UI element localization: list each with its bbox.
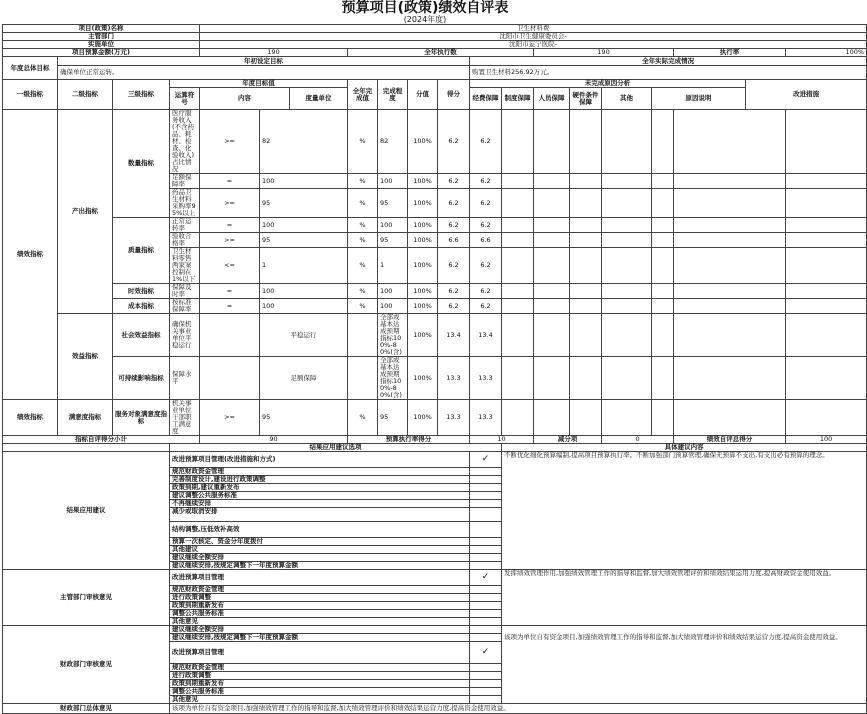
timeliness-label: 时效指标 xyxy=(113,284,170,299)
row10-op: >= xyxy=(200,400,260,436)
row0-actual: 82 xyxy=(378,110,408,174)
th-annual-target: 年度目标值 xyxy=(170,80,348,88)
row1-op: = xyxy=(200,174,260,189)
th-level3: 三级指标 xyxy=(113,80,170,110)
result-opt-3[interactable]: 政策到期,建议重新发布 xyxy=(170,484,470,492)
result-opt-2[interactable]: 完善制度设计,建设进行政策调整 xyxy=(170,476,470,484)
row4-op: >= xyxy=(200,233,260,248)
row2-score: 6.2 xyxy=(438,189,470,218)
finance-content: 该项为单位自有资金项目,加强绩效管理工作的指导和监督,加大绩效管理评价和绩效结果运营力度,提高资金使用效益。 xyxy=(502,626,867,704)
row0-content: 82 xyxy=(260,110,348,174)
deduct-value: 0 xyxy=(602,436,674,444)
row8-actual: 全部或基本达成预期指标100%-80%(含) xyxy=(378,314,408,357)
result-check-box[interactable] xyxy=(470,508,502,522)
sugg-header-content: 具体建议内容 xyxy=(502,444,867,452)
row10-unit: % xyxy=(348,400,378,436)
th-operator: 运算符号 xyxy=(170,88,200,110)
finance-pre-1[interactable]: 建议继续安排,按规定调整下一年度预算金额 xyxy=(170,634,470,642)
row3-content: 100 xyxy=(260,218,348,233)
finance-opt-4[interactable]: 调整公共服务标准 xyxy=(170,688,470,696)
result-opt-1[interactable]: 规范财政资金管理 xyxy=(170,468,470,476)
dept-opt-2[interactable]: 进行政策调整 xyxy=(170,594,470,602)
result-opt-10[interactable]: 建议继续全额安排 xyxy=(170,554,470,562)
row1-content: 100 xyxy=(260,174,348,189)
unit-label: 实施单位 xyxy=(3,41,200,49)
result-opt-11[interactable]: 建议继续安排,按规定调整下一年度预算金额 xyxy=(170,562,470,570)
result-check-box[interactable] xyxy=(470,562,502,570)
row5-op: <= xyxy=(200,248,260,284)
th-level2: 二级指标 xyxy=(58,80,113,110)
row0-op: >= xyxy=(200,110,260,174)
exec-score-label: 预算执行率得分 xyxy=(348,436,470,444)
row2-degree: 100% xyxy=(408,189,438,218)
th-unit: 度量单位 xyxy=(290,88,348,110)
row4-score: 6.6 xyxy=(438,233,470,248)
row7-content: 100 xyxy=(260,299,348,314)
page-title: 预算项目(政策)绩效自评表 xyxy=(341,0,509,16)
row8-name: 确保机关事业单位平稳运行 xyxy=(170,314,200,357)
quantity-label: 数量指标 xyxy=(113,110,170,218)
sugg-header-options: 结果应用建议选项 xyxy=(170,444,502,452)
table-row xyxy=(3,110,867,174)
satisfaction-label: 服务对象满意度指标 xyxy=(113,400,170,436)
row7-got: 6.2 xyxy=(470,299,502,314)
budget-value: 190 xyxy=(200,49,348,57)
row3-name: 正常运转率 xyxy=(170,218,200,233)
row0-degree: 100% xyxy=(408,110,438,174)
th-r2: 制度保障 xyxy=(502,88,534,110)
finance-pre-0[interactable]: 建议继续全额安排 xyxy=(170,626,470,634)
total-label: 绩效自评总得分 xyxy=(674,436,786,444)
page-subtitle-year: (2024年度) xyxy=(403,15,447,24)
row3-degree: 100% xyxy=(408,218,438,233)
result-opt-5[interactable]: 不再继续安排 xyxy=(170,500,470,508)
table-row xyxy=(3,314,867,357)
table-row xyxy=(3,400,867,436)
row5-degree: 100% xyxy=(408,248,438,284)
row10-got: 13.3 xyxy=(470,400,502,436)
row3-actual: 100 xyxy=(378,218,408,233)
dept-value: 沈阳市卫生健康委员会- xyxy=(200,33,867,41)
row8-score: 13.4 xyxy=(438,314,470,357)
th-score: 分值 xyxy=(408,80,438,110)
subtotal-value: 90 xyxy=(200,436,348,444)
row5-got: 6.2 xyxy=(470,248,502,284)
level1-perf: 绩效指标 xyxy=(3,110,58,400)
row7-op: = xyxy=(200,299,260,314)
result-content: 不断优化细化预算编制,提高项目预算执行率。不断加强部门预算管理,确保无预算不支出,有支出必有预算的理念。 xyxy=(502,452,867,570)
overall-content: 该项为单位自有资金项目,加强绩效管理工作的指导和监督,加大绩效管理评价和绩效结果运营力度,提高资金使用效益。 xyxy=(170,704,867,714)
totals-row xyxy=(3,436,867,444)
project-name-value: 卫生材料费 xyxy=(200,25,867,33)
row2-actual: 95 xyxy=(378,189,408,218)
finance-review-label: 财政部门审核意见 xyxy=(3,626,170,704)
row9-actual: 全部或基本达成预期指标100%-80%(含) xyxy=(378,357,408,400)
row8-unit xyxy=(348,314,378,357)
row9-score: 13.3 xyxy=(438,357,470,400)
row2-unit: % xyxy=(348,189,378,218)
row5-content: 1 xyxy=(260,248,348,284)
row1-name: 足额保障率 xyxy=(170,174,200,189)
th-r6: 原因说明 xyxy=(652,88,746,110)
row10-score: 13.3 xyxy=(438,400,470,436)
finance-opt-5[interactable]: 其他意见 xyxy=(170,696,470,704)
rate-label: 执行率 xyxy=(674,49,786,57)
row10-name: 机关事业单位干部职工满意度 xyxy=(170,400,200,436)
row6-actual: 100 xyxy=(378,284,408,299)
row9-content: 足额保障 xyxy=(260,357,348,400)
sugg-header-blank xyxy=(3,444,170,452)
finance-check-box[interactable] xyxy=(470,688,502,696)
dept-opt-5[interactable]: 其他意见 xyxy=(170,618,470,626)
row7-unit: % xyxy=(348,299,378,314)
project-name-label: 项目(政策)名称 xyxy=(3,25,200,33)
row9-degree: 100% xyxy=(408,357,438,400)
finance-opt-2[interactable]: 进行政策调整 xyxy=(170,672,470,680)
row8-degree: 100% xyxy=(408,314,438,357)
exec-value: 190 xyxy=(534,49,674,57)
th-measures: 改进措施 xyxy=(746,80,867,110)
unit-value: 沈阳市妄宁医院- xyxy=(200,41,867,49)
satisfaction-group-label: 满意度指标 xyxy=(58,400,113,436)
row2-op: >= xyxy=(200,189,260,218)
dept-opt-4[interactable]: 调整公共服务标准 xyxy=(170,610,470,618)
result-check-box[interactable] xyxy=(470,476,502,484)
row6-name: 保障及时率 xyxy=(170,284,200,299)
row6-unit: % xyxy=(348,284,378,299)
dept-check-box[interactable] xyxy=(470,594,502,602)
result-check-box[interactable] xyxy=(470,554,502,562)
row10-actual: 95 xyxy=(378,400,408,436)
benefit-label: 效益指标 xyxy=(58,314,113,400)
th-got: 得分 xyxy=(438,80,470,110)
result-check-box[interactable] xyxy=(470,546,502,554)
row1-degree: 100% xyxy=(408,174,438,189)
row3-unit: % xyxy=(348,218,378,233)
result-check-icon[interactable]: ✓ xyxy=(470,452,502,468)
row4-degree: 100% xyxy=(408,233,438,248)
plan-header: 年初设定目标 xyxy=(58,57,470,66)
result-opt-6[interactable]: 减少或取消安排 xyxy=(170,508,470,522)
th-level1: 一级指标 xyxy=(3,80,58,110)
result-check-box[interactable] xyxy=(470,492,502,500)
row2-content: 95 xyxy=(260,189,348,218)
row4-name: 验收合格率 xyxy=(170,233,200,248)
table-row xyxy=(3,218,867,233)
row2-name: 药品卫生材料采购率95%以上 xyxy=(170,189,200,218)
row0-got: 6.2 xyxy=(470,110,502,174)
row1-score: 6.2 xyxy=(438,174,470,189)
dept-check-icon[interactable]: ✓ xyxy=(470,570,502,586)
result-opt-4[interactable]: 建议调整公共服务标准 xyxy=(170,492,470,500)
exec-label: 全年执行数 xyxy=(348,49,534,57)
row4-unit: % xyxy=(348,233,378,248)
subtotal-label: 指标自评得分小计 xyxy=(3,436,200,444)
goal-label-text: 年度总体目标 xyxy=(10,63,50,72)
dept-opt-1[interactable]: 规范财政资金管理 xyxy=(170,586,470,594)
finance-check-box[interactable] xyxy=(470,626,502,634)
row6-got: 6.2 xyxy=(470,284,502,299)
deduct-label: 减分项 xyxy=(534,436,602,444)
row0-unit: % xyxy=(348,110,378,174)
table-row xyxy=(3,357,867,400)
goal-label xyxy=(3,57,58,80)
dept-opt-3[interactable]: 政策到期重新发布 xyxy=(170,602,470,610)
evaluation-table xyxy=(2,24,867,714)
result-opt-9[interactable]: 其他建议 xyxy=(170,546,470,554)
row4-content: 95 xyxy=(260,233,348,248)
th-r5: 其他 xyxy=(602,88,652,110)
cost-label: 成本指标 xyxy=(113,299,170,314)
dept-label: 主管部门 xyxy=(3,33,200,41)
th-r1: 经费保障 xyxy=(470,88,502,110)
row6-content: 100 xyxy=(260,284,348,299)
rate-value: 100% xyxy=(786,49,867,57)
th-r4: 硬件条件保障 xyxy=(570,88,602,110)
social-label: 社会效益指标 xyxy=(113,314,170,357)
row5-score: 6.2 xyxy=(438,248,470,284)
row7-name: 按标准保障率 xyxy=(170,299,200,314)
finance-check-box[interactable] xyxy=(470,634,502,642)
row8-got: 13.4 xyxy=(470,314,502,357)
finance-check-box[interactable] xyxy=(470,672,502,680)
result-check-box[interactable] xyxy=(470,468,502,476)
row10-degree: 100% xyxy=(408,400,438,436)
row3-score: 6.2 xyxy=(438,218,470,233)
row7-degree: 100% xyxy=(408,299,438,314)
budget-label: 项目预算金额(万元) xyxy=(3,49,200,57)
row8-content: 平稳运行 xyxy=(260,314,348,357)
finance-check-box[interactable] xyxy=(470,680,502,688)
result-label: 结果应用建议 xyxy=(3,452,170,570)
row0-name: 医疗服务收入(不含药品、耗材、检查、化验收入)占比情况 xyxy=(170,110,200,174)
result-opt-7[interactable]: 结构调整,压低效补高效 xyxy=(170,522,470,538)
row3-op: = xyxy=(200,218,260,233)
row3-got: 6.2 xyxy=(470,218,502,233)
row5-unit: % xyxy=(348,248,378,284)
total-value: 100 xyxy=(786,436,867,444)
exec-score-value: 10 xyxy=(470,436,534,444)
result-opt-8[interactable]: 预算一次核定、资金分年度拨付 xyxy=(170,538,470,546)
finance-opt-0[interactable]: 改进预算项目管理 xyxy=(170,642,470,664)
row9-name: 保障水平 xyxy=(170,357,200,400)
row1-unit: % xyxy=(348,174,378,189)
result-opt-0[interactable]: 改进预算项目管理(改进措施和方式) xyxy=(170,452,470,468)
finance-opt-3[interactable]: 政策到期重新发布 xyxy=(170,680,470,688)
row4-actual: 95 xyxy=(378,233,408,248)
dept-opt-0[interactable]: 改进预算项目管理 xyxy=(170,570,470,586)
sustain-label: 可持续影响指标 xyxy=(113,357,170,400)
row2-got: 6.2 xyxy=(470,189,502,218)
result-check-box[interactable] xyxy=(470,538,502,546)
dept-check-box[interactable] xyxy=(470,618,502,626)
row9-unit xyxy=(348,357,378,400)
actual-header: 全年实际完成情况 xyxy=(470,57,867,66)
row7-score: 6.2 xyxy=(438,299,470,314)
row7-actual: 100 xyxy=(378,299,408,314)
row10-content: 95 xyxy=(260,400,348,436)
row9-got: 13.3 xyxy=(470,357,502,400)
row0-score: 6.2 xyxy=(438,110,470,174)
row4-got: 6.6 xyxy=(470,233,502,248)
result-check-box[interactable] xyxy=(470,500,502,508)
th-degree: 完成程度 xyxy=(378,80,408,110)
dept-content: 发挥绩效管理作用,加强绩效管理工作的指导和监督,加大绩效管理评价和绩效结果运用力度,提高财政资金使用效益。 xyxy=(502,570,867,626)
finance-check-icon[interactable]: ✓ xyxy=(470,642,502,664)
row6-degree: 100% xyxy=(408,284,438,299)
table-row xyxy=(3,284,867,299)
dept-check-box[interactable] xyxy=(470,610,502,618)
th-content: 内容 xyxy=(200,88,290,110)
row8-op xyxy=(200,314,260,357)
dept-review-label: 主管部门审核意见 xyxy=(3,570,170,626)
finance-check-box[interactable] xyxy=(470,664,502,672)
row1-got: 6.2 xyxy=(470,174,502,189)
output-label: 产出指标 xyxy=(58,110,113,314)
row9-op xyxy=(200,357,260,400)
th-r3: 人员保障 xyxy=(534,88,570,110)
row5-name: 卫生材料零售两家案控制在1%以下 xyxy=(170,248,200,284)
plan-text: 确保单位正常运转。 xyxy=(58,66,470,80)
result-check-box[interactable] xyxy=(470,484,502,492)
th-reason-group: 未完成原因分析 xyxy=(470,80,746,88)
table-row xyxy=(3,299,867,314)
dept-check-box[interactable] xyxy=(470,586,502,594)
row6-score: 6.2 xyxy=(438,284,470,299)
finance-check-box[interactable] xyxy=(470,696,502,704)
finance-opt-1[interactable]: 规范财政资金管理 xyxy=(170,664,470,672)
dept-check-box[interactable] xyxy=(470,602,502,610)
actual-text: 购置卫生材料256.92万元。 xyxy=(470,66,867,80)
overall-label: 财政部门总体意见 xyxy=(3,704,170,714)
row1-actual: 100 xyxy=(378,174,408,189)
row6-op: = xyxy=(200,284,260,299)
level1-perf-2: 绩效指标 xyxy=(3,400,58,436)
result-check-box[interactable] xyxy=(470,522,502,538)
quality-label: 质量指标 xyxy=(113,218,170,284)
row5-actual: 1 xyxy=(378,248,408,284)
th-actual: 全年完成值 xyxy=(348,80,378,110)
